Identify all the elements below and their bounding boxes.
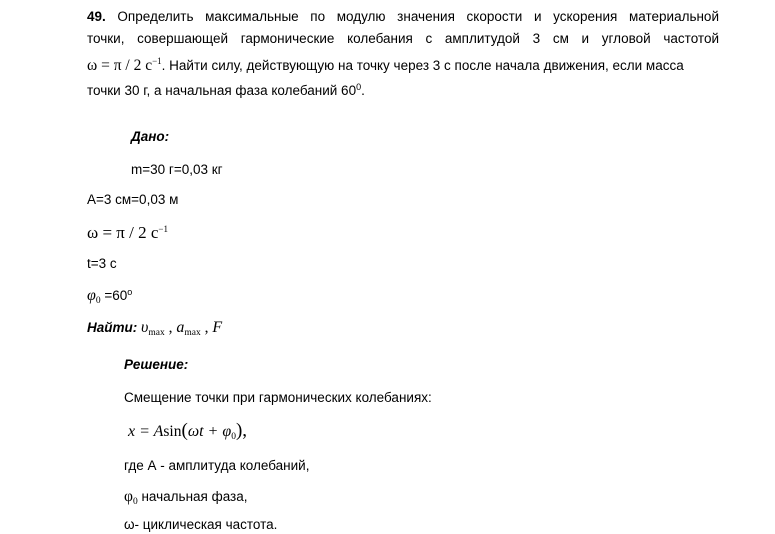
definition-phase: $\varphi_0$ начальная фаза, (124, 488, 248, 507)
problem-number: 49. (87, 9, 106, 24)
given-amplitude: А=3 см=0,03 м (87, 192, 179, 207)
problem-line-2: точки, совершающей гармонические колебания с амплитудой 3 см и угловой частотой (87, 30, 719, 46)
given-omega: ω = π / 2 $с^{-1}$ (87, 223, 168, 242)
find-line: Найти: $\upsilon_{max}$ , $a_{max}$ , F (87, 319, 223, 338)
displacement-formula: $x = Asin(\omega t + \varphi_0)$, (128, 420, 248, 442)
given-mass: m=30 г=0,03 кг (131, 162, 223, 177)
given-phase: $\varphi_0 =60^о$ (87, 287, 133, 306)
given-time: t=3 с (87, 256, 117, 271)
solution-intro: Смещение точки при гармонических колебаниях: (124, 390, 432, 405)
solution-title: Решение: (124, 357, 189, 372)
problem-line-4: точки 30 г, а начальная фаза колебаний $60^0$. (87, 81, 365, 98)
given-title: Дано: (131, 129, 170, 144)
find-label: Найти: (87, 320, 138, 335)
definition-amplitude: где А - амплитуда колебаний, (124, 458, 310, 473)
problem-statement (87, 6, 719, 101)
omega-formula: ω = π / 2 с (87, 57, 153, 74)
definition-omega: ω- циклическая частота. (124, 517, 278, 532)
problem-line-1: 49. Определить максимальные по модулю значения скорости и ускорения материальной (87, 9, 719, 24)
problem-line-3: ω = π / 2 $с^{-1}$. Найти силу, действующую на точку через 3 с после начала движения, если масса (87, 56, 684, 74)
